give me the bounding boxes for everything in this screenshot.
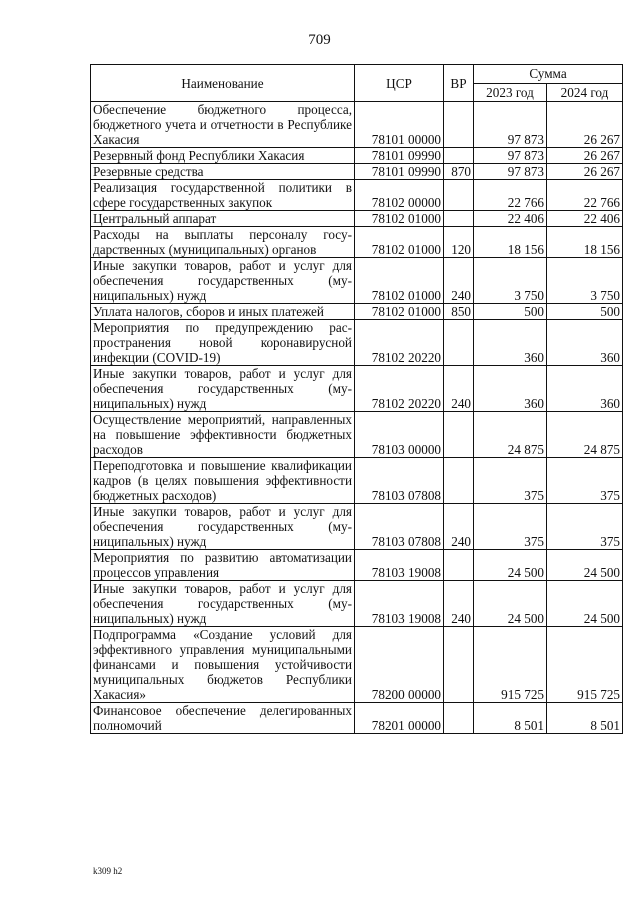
- row-name: Иные закупки товаров, работ и услуг для обеспечения государственных (муниципальных) нужд: [91, 366, 355, 412]
- table-row: [91, 304, 623, 320]
- table-row: [91, 180, 623, 211]
- row-amount-2023: 97 873: [474, 102, 547, 148]
- row-name: Иные закупки товаров, работ и услуг для обеспечения государственных (муниципальных) нужд: [91, 258, 355, 304]
- row-name: Резервный фонд Республики Хакасия: [91, 148, 355, 164]
- row-amount-2024: 26 267: [547, 164, 623, 180]
- table-row: [91, 227, 623, 258]
- table-body: [91, 102, 623, 734]
- row-amount-2023: 915 725: [474, 627, 547, 703]
- table-row: [91, 550, 623, 581]
- row-vr-code: [444, 102, 474, 148]
- row-vr-code: 240: [444, 258, 474, 304]
- row-amount-2024: 24 875: [547, 412, 623, 458]
- row-name: Осуществление мероприятий, направленных на повышение эффективности бюджетных расходов: [91, 412, 355, 458]
- row-name: Иные закупки товаров, работ и услуг для обеспечения государственных (муниципальных) нужд: [91, 581, 355, 627]
- row-vr-code: 240: [444, 366, 474, 412]
- row-amount-2024: 22 406: [547, 211, 623, 227]
- row-amount-2023: 22 766: [474, 180, 547, 211]
- page-number: 709: [308, 32, 331, 48]
- row-amount-2024: 18 156: [547, 227, 623, 258]
- row-csr-code: 78102 20220: [355, 320, 444, 366]
- row-amount-2023: 24 500: [474, 550, 547, 581]
- row-amount-2023: 22 406: [474, 211, 547, 227]
- row-vr-code: [444, 180, 474, 211]
- header-year-2023: 2023 год: [474, 83, 547, 102]
- table-row: [91, 703, 623, 734]
- row-name: Финансовое обеспечение делегированных полномочий: [91, 703, 355, 734]
- row-name: Центральный аппарат: [91, 211, 355, 227]
- row-vr-code: 240: [444, 581, 474, 627]
- row-csr-code: 78102 01000: [355, 227, 444, 258]
- row-amount-2024: 360: [547, 320, 623, 366]
- row-amount-2024: 24 500: [547, 581, 623, 627]
- row-amount-2024: 360: [547, 366, 623, 412]
- row-amount-2023: 18 156: [474, 227, 547, 258]
- table-row: [91, 458, 623, 504]
- row-name: Подпрограмма «Создание условий для эффективного управления муниципальными финансами и повышения устойчивости муниципальных бюджетов Республики Хакасия»: [91, 627, 355, 703]
- row-vr-code: [444, 211, 474, 227]
- row-vr-code: 870: [444, 164, 474, 180]
- row-vr-code: 850: [444, 304, 474, 320]
- row-amount-2024: 26 267: [547, 148, 623, 164]
- row-name: Резервные средства: [91, 164, 355, 180]
- row-amount-2023: 97 873: [474, 148, 547, 164]
- row-vr-code: [444, 703, 474, 734]
- header-sum: Сумма: [474, 65, 623, 84]
- row-amount-2024: 24 500: [547, 550, 623, 581]
- row-vr-code: [444, 148, 474, 164]
- table-row: [91, 258, 623, 304]
- row-name: Реализация государственной политики в сфере государственных закупок: [91, 180, 355, 211]
- row-amount-2023: 24 875: [474, 412, 547, 458]
- row-vr-code: [444, 627, 474, 703]
- row-vr-code: [444, 320, 474, 366]
- table-row: [91, 211, 623, 227]
- table-row: [91, 148, 623, 164]
- row-csr-code: 78103 00000: [355, 412, 444, 458]
- budget-table: [90, 64, 623, 734]
- row-name: Мероприятия по развитию автоматизации процессов управления: [91, 550, 355, 581]
- row-amount-2023: 3 750: [474, 258, 547, 304]
- row-name: Расходы на выплаты персоналу государственных (муниципальных) органов: [91, 227, 355, 258]
- row-csr-code: 78101 00000: [355, 102, 444, 148]
- row-amount-2023: 500: [474, 304, 547, 320]
- row-amount-2024: 375: [547, 504, 623, 550]
- row-name: Переподготовка и повышение квалификации кадров (в целях повышения эффективности бюджетных расходов): [91, 458, 355, 504]
- row-csr-code: 78101 09990: [355, 164, 444, 180]
- table-row: [91, 412, 623, 458]
- row-amount-2023: 24 500: [474, 581, 547, 627]
- table-row: [91, 627, 623, 703]
- table-row: [91, 504, 623, 550]
- row-name: Мероприятия по предупреждению распространения новой коронавирусной инфекции (COVID-19): [91, 320, 355, 366]
- row-csr-code: 78102 01000: [355, 211, 444, 227]
- header-vr: ВР: [444, 65, 474, 102]
- row-csr-code: 78201 00000: [355, 703, 444, 734]
- header-csr: ЦСР: [355, 65, 444, 102]
- row-name: Иные закупки товаров, работ и услуг для обеспечения государственных (муниципальных) нужд: [91, 504, 355, 550]
- row-amount-2024: 915 725: [547, 627, 623, 703]
- table-row: [91, 164, 623, 180]
- row-vr-code: 240: [444, 504, 474, 550]
- row-amount-2024: 500: [547, 304, 623, 320]
- row-amount-2024: 22 766: [547, 180, 623, 211]
- table-row: [91, 320, 623, 366]
- row-amount-2024: 8 501: [547, 703, 623, 734]
- row-csr-code: 78102 20220: [355, 366, 444, 412]
- row-csr-code: 78200 00000: [355, 627, 444, 703]
- header-name: Наименование: [91, 65, 355, 102]
- row-name: Уплата налогов, сборов и иных платежей: [91, 304, 355, 320]
- row-amount-2023: 97 873: [474, 164, 547, 180]
- row-csr-code: 78102 01000: [355, 258, 444, 304]
- row-amount-2024: 3 750: [547, 258, 623, 304]
- row-vr-code: [444, 412, 474, 458]
- row-amount-2024: 375: [547, 458, 623, 504]
- row-csr-code: 78103 19008: [355, 581, 444, 627]
- table-row: [91, 366, 623, 412]
- row-name: Обеспечение бюджетного процесса, бюджетного учета и отчетности в Республике Хакасия: [91, 102, 355, 148]
- row-amount-2023: 360: [474, 366, 547, 412]
- row-vr-code: 120: [444, 227, 474, 258]
- table-row: [91, 102, 623, 148]
- row-csr-code: 78102 01000: [355, 304, 444, 320]
- row-amount-2023: 8 501: [474, 703, 547, 734]
- row-csr-code: 78103 19008: [355, 550, 444, 581]
- row-amount-2023: 360: [474, 320, 547, 366]
- row-amount-2023: 375: [474, 504, 547, 550]
- row-csr-code: 78101 09990: [355, 148, 444, 164]
- header-year-2024: 2024 год: [547, 83, 623, 102]
- row-amount-2023: 375: [474, 458, 547, 504]
- row-csr-code: 78103 07808: [355, 504, 444, 550]
- row-vr-code: [444, 550, 474, 581]
- row-csr-code: 78102 00000: [355, 180, 444, 211]
- row-amount-2024: 26 267: [547, 102, 623, 148]
- footer-code: k309 h2: [93, 866, 123, 876]
- row-vr-code: [444, 458, 474, 504]
- table-row: [91, 581, 623, 627]
- row-csr-code: 78103 07808: [355, 458, 444, 504]
